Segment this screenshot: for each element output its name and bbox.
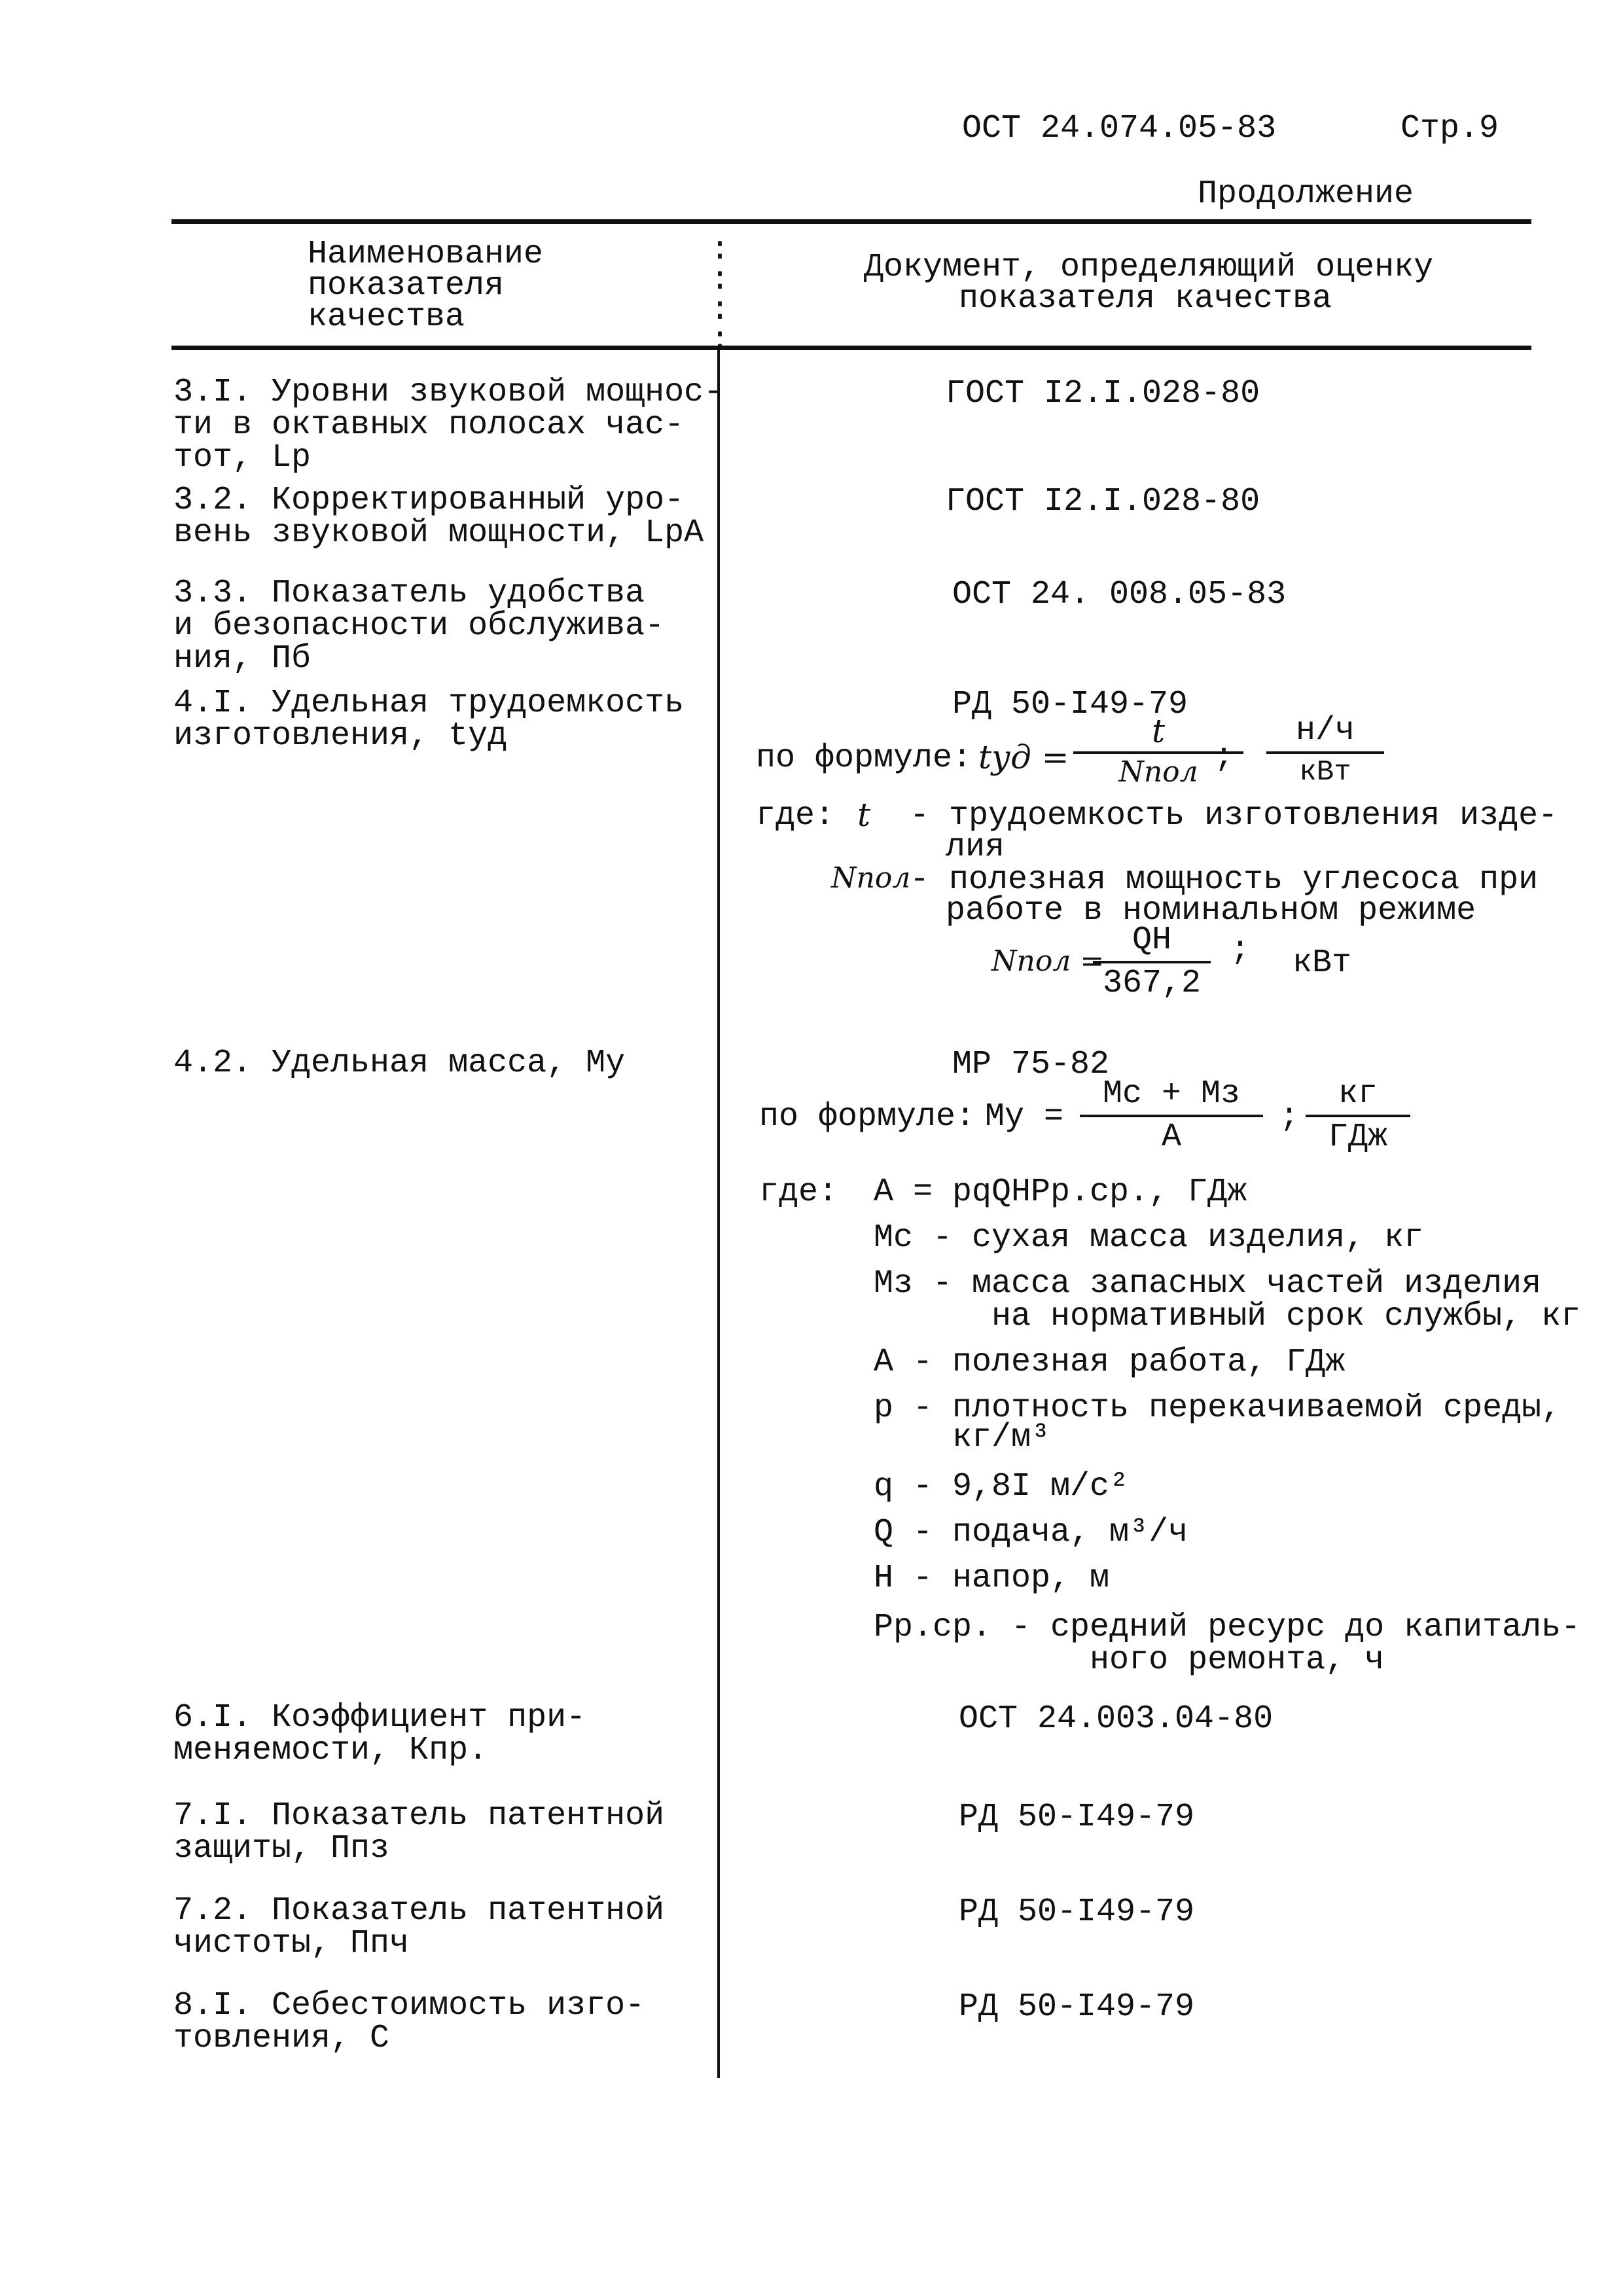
row-4-1-document: РД 50-I49-79 (952, 686, 1188, 723)
formula-41-numerator: t (1151, 712, 1166, 750)
formula-41-n-semicolon: ; (1230, 931, 1251, 969)
row-3-1-indicator: 3.I. Уровни звуковой мощнос- ти в октавных полосах час- тот, Lр (173, 374, 724, 476)
formula-41-where: где: (756, 797, 835, 834)
formula-42-unit-numerator: кг (1338, 1075, 1378, 1113)
formula-42-unit (1306, 1077, 1410, 1155)
formula-42-denominator: А (1161, 1119, 1181, 1156)
row-3-3-document: ОСТ 24. 008.05-83 (952, 576, 1287, 613)
formula-42-def-10: Рр.ср. - средний ресурс до капиталь- (874, 1609, 1581, 1646)
column-header-document-text: Документ, определяющий оценку показателя качества (864, 249, 1434, 317)
continuation-label: Продолжение (1198, 175, 1414, 213)
formula-41-unit-denominator: кВт (1299, 756, 1351, 789)
formula-41-prefix: по формуле: (756, 740, 972, 777)
formula-41-t-desc-2: лия (946, 829, 1005, 866)
formula-42-def-11: ного ремонта, ч (874, 1641, 1385, 1679)
formula-42-def-0: А = pqQHPр.ср., ГДж (874, 1174, 1247, 1211)
formula-41-lhs: tуд = (978, 738, 1069, 776)
formula-42-def-9: Н - напор, м (874, 1560, 1110, 1597)
formula-41-unit-numerator: н/ч (1295, 712, 1355, 749)
formula-42-def-4: А - полезная работа, ГДж (874, 1344, 1346, 1381)
row-7-1-indicator: 7.I. Показатель патентной защиты, Ппз (173, 1797, 665, 1867)
formula-41-unit (1266, 713, 1384, 788)
formula-42-prefix: по формуле: (759, 1098, 976, 1136)
fraction-bar (1080, 1115, 1263, 1117)
formula-42-def-1: Мс - сухая масса изделия, кг (874, 1219, 1424, 1257)
formula-42-unit-denominator: ГДж (1328, 1119, 1387, 1156)
formula-42-semicolon: ; (1279, 1098, 1300, 1136)
row-7-2-indicator: 7.2. Показатель патентной чистоты, Ппч (173, 1892, 665, 1962)
formula-41-n-unit: кВт (1293, 944, 1352, 982)
formula-42-def-5: p - плотность перекачиваемой среды, (874, 1390, 1561, 1427)
formula-42-def-3: на нормативный срок службы, кг (874, 1298, 1581, 1335)
formula-41-n-symbol: Nпол (831, 861, 911, 895)
row-6-1-indicator: 6.I. Коэффициент при- меняемости, Кпр. (173, 1699, 586, 1769)
formula-42-def-8: Q - подача, м³/ч (874, 1514, 1188, 1551)
formula-41-t-symbol: t (857, 796, 871, 834)
page-number: Стр.9 (1400, 110, 1499, 147)
formula-41-denominator: Nпол (1118, 755, 1198, 789)
row-7-2-document: РД 50-I49-79 (959, 1893, 1195, 1931)
formula-41-n-desc-1: - полезная мощность углесоса при (910, 861, 1539, 899)
formula-42-def-6: кг/м³ (874, 1419, 1051, 1456)
column-header-indicator-text: Наименование показателя качества (308, 236, 544, 336)
row-7-1-document: РД 50-I49-79 (959, 1799, 1195, 1836)
formula-41-semicolon: ; (1214, 738, 1234, 776)
formula-41-n-denominator: 367,2 (1102, 965, 1202, 1002)
row-8-1-indicator: 8.I. Себестоимость изго- товления, С (173, 1987, 645, 2057)
formula-41-t-desc-1: - трудоемкость изготовления изде- (910, 797, 1558, 834)
fraction-bar (1093, 961, 1211, 963)
row-3-2-document: ГОСТ I2.I.028-80 (946, 483, 1260, 520)
row-8-1-document: РД 50-I49-79 (959, 1988, 1195, 2026)
formula-42-lhs: Му = (985, 1098, 1064, 1136)
table-top-rule (171, 219, 1531, 224)
column-header-indicator (308, 236, 544, 336)
formula-42-fraction (1080, 1077, 1263, 1155)
row-3-3-indicator: 3.3. Показатель удобства и безопасности обслужива- ния, Пб (173, 575, 665, 677)
column-divider (717, 350, 720, 2078)
column-header-separator: : : : : (710, 232, 730, 359)
formula-41-n-fraction (1093, 923, 1211, 1001)
formula-41-n-desc-2: работе в номинальном режиме (946, 892, 1476, 929)
formula-42-def-7: q - 9,8I м/с² (874, 1468, 1130, 1505)
formula-41-n-lhs: Nпол = (991, 944, 1105, 978)
standard-number: ОСТ 24.074.05-83 (962, 110, 1277, 147)
row-4-1-indicator: 4.I. Удельная трудоемкость изготовления, tуд (173, 685, 685, 755)
row-6-1-document: ОСТ 24.003.04-80 (959, 1700, 1274, 1738)
table-header-rule (171, 346, 1531, 350)
formula-41-n-numerator: QH (1132, 922, 1171, 959)
fraction-bar (1266, 751, 1384, 754)
column-header-document (864, 249, 1434, 317)
formula-42-where: где: (759, 1174, 838, 1211)
row-3-2-indicator: 3.2. Корректированный уро- вень звуковой мощности, LрA (173, 482, 704, 552)
row-4-2-indicator: 4.2. Удельная масса, Му (173, 1045, 626, 1082)
row-3-1-document: ГОСТ I2.I.028-80 (946, 375, 1260, 412)
fraction-bar (1306, 1115, 1410, 1117)
formula-42-numerator: Мс + Мз (1102, 1075, 1241, 1113)
formula-42-def-2: Мз - масса запасных частей изделия (874, 1265, 1542, 1302)
row-4-2-document: МР 75-82 (952, 1046, 1110, 1083)
